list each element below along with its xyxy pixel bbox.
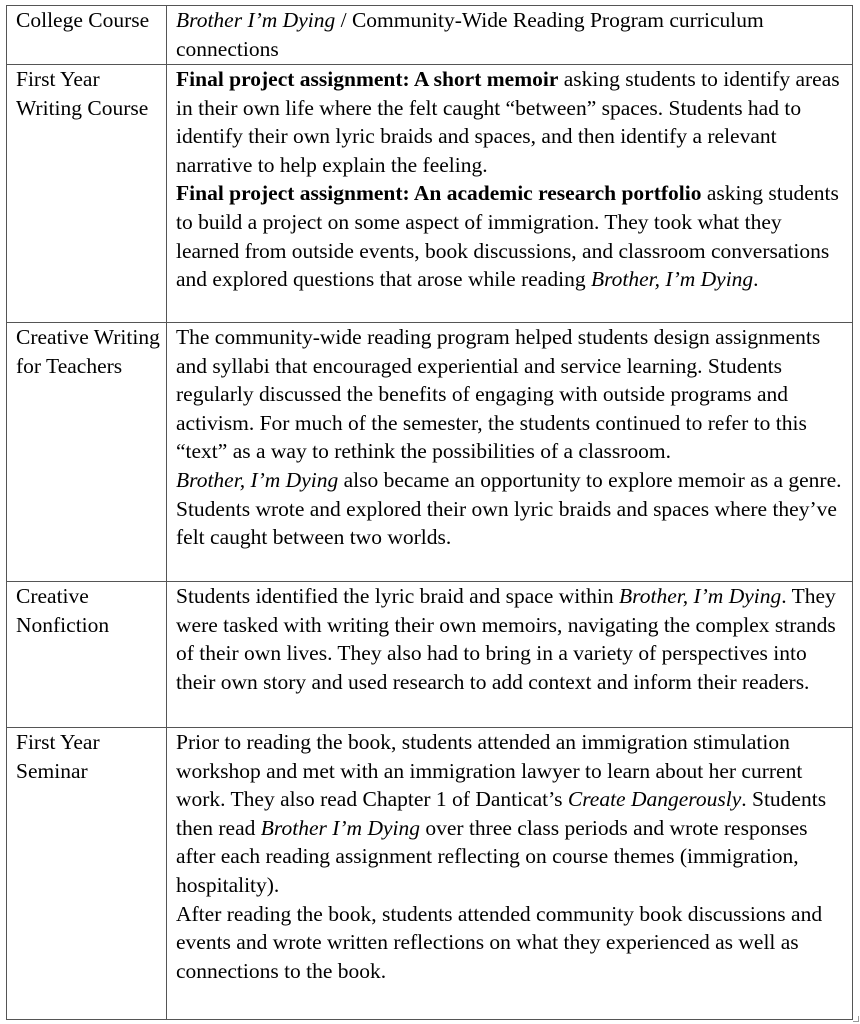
- assignment-heading: Final project assignment: A short memoir: [176, 67, 559, 91]
- book-title: Brother, I’m Dying: [590, 267, 754, 292]
- course-cell: [7, 728, 167, 1020]
- paragraph: [176, 65, 846, 179]
- connections-cell: [167, 728, 853, 1020]
- header-course-label: College Course: [16, 8, 150, 32]
- paragraph-text: also became an opportunity to explore memoir as a genre. Students wrote and explored their own lyric braids and spaces where they’ve felt caught between two worlds.: [176, 467, 842, 550]
- connections-cell: [167, 323, 853, 582]
- paragraph-text: . They were tasked with writing their own memoirs, navigating the complex strands of their own lives. They also had to bring in a variety of perspectives into their own story and used research to add context and inform their readers.: [176, 584, 836, 694]
- paragraph-text: asking students to build a project on some aspect of immigration. They took what they learned from outside events, book discussions, and classroom conversations and explored questions that arose while reading: [176, 181, 839, 292]
- header-connections-label: / Community-Wide Reading Program curriculum connections: [176, 8, 764, 61]
- book-title: Brother I’m Dying: [260, 815, 420, 840]
- paragraph: The community-wide reading program helped students design assignments and syllabi that encouraged experiential and service learning. Students regularly discussed the benefits of engaging with outside programs and activism. For much of the semester, the students continued to refer to this “text” as a way to rethink the possibilities of a classroom.: [176, 325, 821, 464]
- paragraph: [176, 582, 846, 696]
- connections-cell: [167, 65, 853, 323]
- book-title: Brother, I’m Dying: [619, 584, 782, 608]
- header-book-title: Brother I’m Dying: [176, 8, 336, 32]
- paragraph-text: over three class periods and wrote responses after each reading assignment reflecting on course themes (immigration, hospitality).: [176, 815, 808, 897]
- paragraph: [176, 728, 846, 900]
- table-row: [7, 728, 853, 1020]
- course-name: Creative Writing for Teachers: [16, 325, 160, 378]
- table-row: [7, 65, 853, 323]
- course-cell: [7, 323, 167, 582]
- paragraph-text: . Students then read: [176, 787, 827, 840]
- course-cell: [7, 582, 167, 728]
- course-name: First Year Seminar: [16, 730, 100, 783]
- paragraph-text: asking students to identify areas in their own life where the felt caught “between” spaces. Students had to identify their own lyric braids and spaces, and then identify a relevant narrative to help explain the feeling.: [176, 67, 840, 177]
- book-title: Brother, I’m Dying: [176, 467, 339, 492]
- paragraph-text: .: [753, 267, 759, 292]
- paragraph-text: Prior to reading the book, students attended an immigration stimulation workshop and met with an immigration lawyer to learn about her current work. They also read Chapter 1 of Danticat’s: [176, 730, 803, 812]
- course-name: Creative Nonfiction: [16, 584, 110, 637]
- assignment-heading: Final project assignment: An academic research portfolio: [176, 181, 702, 206]
- course-cell: [7, 65, 167, 323]
- table-header-row: [7, 6, 853, 65]
- header-cell-connections: [167, 6, 853, 65]
- book-title: Create Dangerously: [567, 787, 742, 812]
- paragraph-text: Students identified the lyric braid and space within: [176, 584, 620, 608]
- table-row: [7, 582, 853, 728]
- course-name: First Year Writing Course: [16, 67, 149, 120]
- connections-cell: [167, 582, 853, 728]
- table-row: [7, 323, 853, 582]
- paragraph: After reading the book, students attended community book discussions and events and wrote written reflections on what they experienced as well as connections to the book.: [176, 901, 823, 983]
- page-corner-mark: [853, 1016, 859, 1022]
- header-cell-course: [7, 6, 167, 65]
- curriculum-table: [6, 5, 853, 1020]
- paragraph: [176, 466, 846, 552]
- paragraph: [176, 179, 846, 293]
